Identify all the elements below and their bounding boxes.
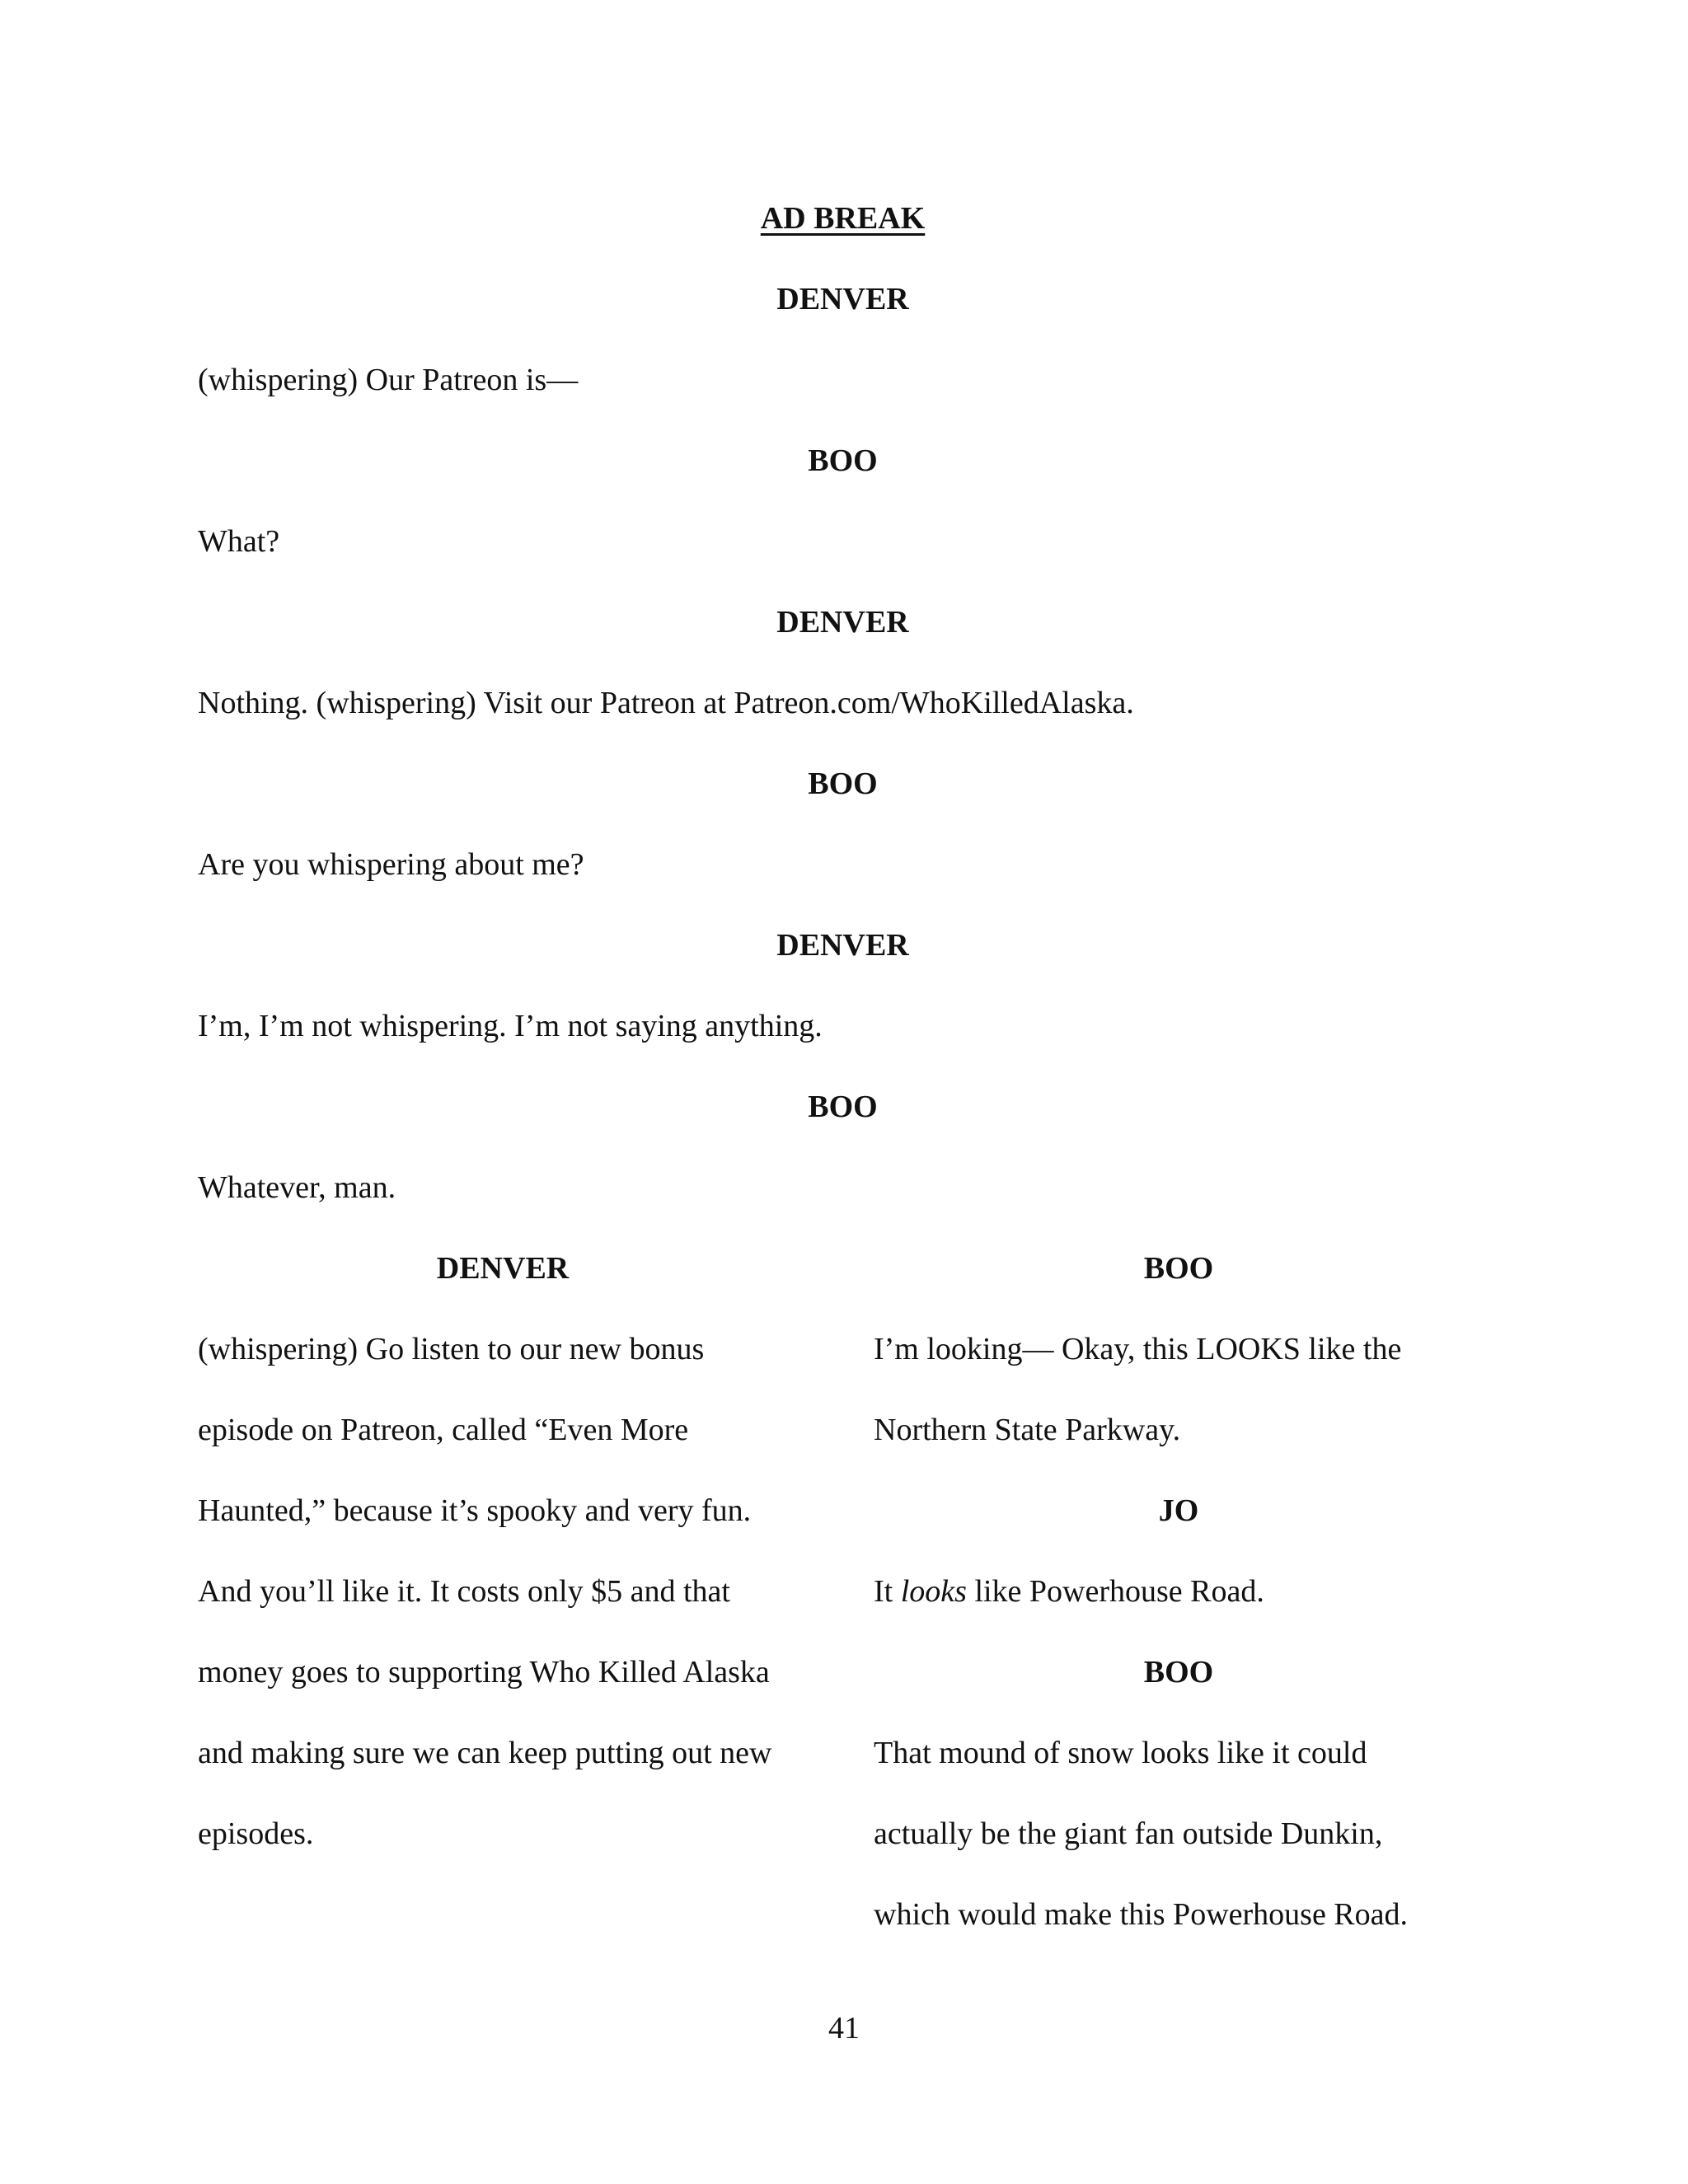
right-column-line: which would make this Powerhouse Road.	[874, 1897, 1409, 1932]
right-column-speaker: JO	[1158, 1493, 1199, 1528]
right-column-line: Northern State Parkway.	[874, 1413, 1181, 1447]
left-column-line: episodes.	[198, 1816, 314, 1851]
left-column-line: (whispering) Go listen to our new bonus	[198, 1332, 705, 1366]
speaker-name: DENVER	[776, 605, 909, 640]
line-suffix: like Powerhouse Road.	[966, 1574, 1264, 1609]
left-column-line: episode on Patreon, called “Even More	[198, 1413, 689, 1447]
left-column-line: and making sure we can keep putting out new	[198, 1736, 772, 1770]
dialogue-line: What?	[198, 524, 280, 559]
left-column-line: And you’ll like it. It costs only $5 and that	[198, 1574, 730, 1609]
right-column-speaker: BOO	[1143, 1655, 1214, 1690]
speaker-name: DENVER	[776, 928, 909, 963]
emphasis-word: looks	[900, 1574, 967, 1609]
line-prefix: It	[874, 1574, 901, 1609]
left-column-line: money goes to supporting Who Killed Alaska	[198, 1655, 770, 1690]
dialogue-line: I’m, I’m not whispering. I’m not saying anything.	[198, 1009, 823, 1043]
right-column-line: actually be the giant fan outside Dunkin,	[874, 1816, 1383, 1851]
page-number: 41	[828, 2011, 860, 2046]
right-column-speaker: BOO	[1143, 1251, 1214, 1286]
dialogue-line: Whatever, man.	[198, 1170, 396, 1205]
section-heading: AD BREAK	[760, 201, 926, 236]
right-column-line: I’m looking— Okay, this LOOKS like the	[874, 1332, 1402, 1366]
left-column-line: Haunted,” because it’s spooky and very fun.	[198, 1493, 752, 1528]
speaker-name: BOO	[808, 766, 878, 801]
speaker-name: BOO	[808, 443, 878, 478]
dialogue-line: (whispering) Our Patreon is—	[198, 363, 579, 397]
dialogue-line: Nothing. (whispering) Visit our Patreon at Patreon.com/WhoKilledAlaska.	[198, 686, 1134, 720]
speaker-name: BOO	[808, 1090, 878, 1124]
speaker-name: DENVER	[776, 282, 909, 316]
right-column-line: That mound of snow looks like it could	[874, 1736, 1367, 1770]
left-column-speaker: DENVER	[436, 1251, 570, 1286]
right-column-line	[874, 1572, 1264, 1610]
dialogue-line: Are you whispering about me?	[198, 847, 584, 882]
